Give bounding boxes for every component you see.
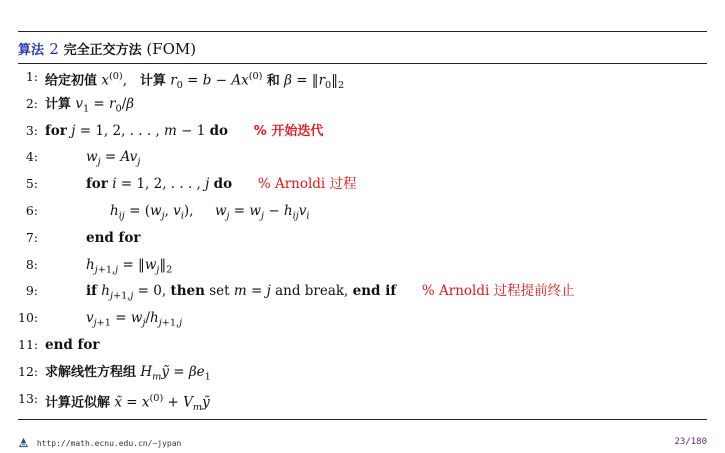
line-body: 计算 $v_1 = r_0/\beta$ (45, 95, 135, 115)
line-body: $h_{ij} = (w_j$, $v_i$), $w_j = w_j - h_{ij}v_i$ (110, 202, 310, 222)
line-body: $w_j = Av_j$ (86, 149, 141, 169)
line-number: 1: (25, 69, 38, 84)
algorithm-number: 2 (49, 40, 59, 58)
algo-line-3 (18, 118, 707, 145)
line-number: 10: (18, 310, 39, 326)
algo-line-10 (18, 305, 707, 332)
line-body: for j = 1, 2, . . . , m − 1 do % 开始迭代 (45, 122, 324, 139)
algo-line-9 (18, 278, 707, 305)
line-body: $v_{j+1} = w_j/h_{j+1,j}$ (86, 310, 183, 329)
line-body: end for (45, 336, 100, 353)
line-number: 9: (25, 283, 38, 299)
algo-line-7 (18, 225, 707, 252)
algorithm-title (18, 32, 707, 63)
line-number: 8: (25, 256, 38, 272)
line-body: end for (86, 229, 141, 246)
algo-line-5 (18, 171, 707, 198)
line-body: 计算近似解 x̃ = $x^{(0)}$ + $V_mỹ$ (45, 392, 210, 413)
line-number: 11: (18, 336, 39, 352)
line-body: $h_{j+1,j}$ = $‖w_j‖_2$ (86, 256, 173, 276)
line-comment: % Arnoldi 过程 (257, 176, 357, 193)
algo-line-6 (18, 198, 707, 225)
line-number: 6: (25, 202, 38, 218)
algo-line-1 (18, 64, 707, 91)
line-body: if $h_{j+1,j} = 0$, then set m = j and break, end if % Arnoldi 过程提前终止 (86, 283, 575, 303)
algorithm-abbr: (FOM) (146, 40, 197, 58)
algorithm-tag (18, 40, 59, 58)
algorithm-name: 完全正交方法 (63, 43, 142, 58)
university-logo-icon (18, 437, 29, 448)
algo-line-13 (18, 386, 707, 413)
line-comment: % 开始迭代 (253, 123, 324, 139)
line-number: 3: (25, 122, 38, 138)
line-number: 5: (25, 176, 38, 192)
page-number: 23/180 (674, 437, 707, 447)
algo-line-2 (18, 91, 707, 118)
line-body: 给定初值 $x^{(0)}$, 计算 $r_0 = b - Ax^{(0)}$ 和 $\beta = ‖r_0‖_2$ (45, 71, 345, 92)
algorithm-block (18, 31, 707, 420)
line-number: 12: (18, 363, 39, 379)
line-comment: % Arnoldi 过程提前终止 (421, 283, 575, 300)
algo-line-8 (18, 252, 707, 279)
footer (18, 437, 707, 451)
line-number: 7: (25, 229, 38, 245)
algo-line-11 (18, 332, 707, 359)
line-number: 2: (25, 95, 38, 111)
algo-line-12 (18, 359, 707, 386)
line-number: 4: (25, 149, 38, 165)
footer-url-link[interactable]: http://math.ecnu.edu.cn/~jypan (36, 439, 182, 448)
line-number: 13: (18, 390, 39, 406)
line-body: 求解线性方程组 $H_mỹ = \beta e_1$ (45, 363, 211, 383)
algo-line-4 (18, 144, 707, 171)
algorithm-label: 算法 (18, 43, 45, 58)
line-body: for i = 1, 2, . . . , j do % Arnoldi 过程 (86, 176, 357, 193)
